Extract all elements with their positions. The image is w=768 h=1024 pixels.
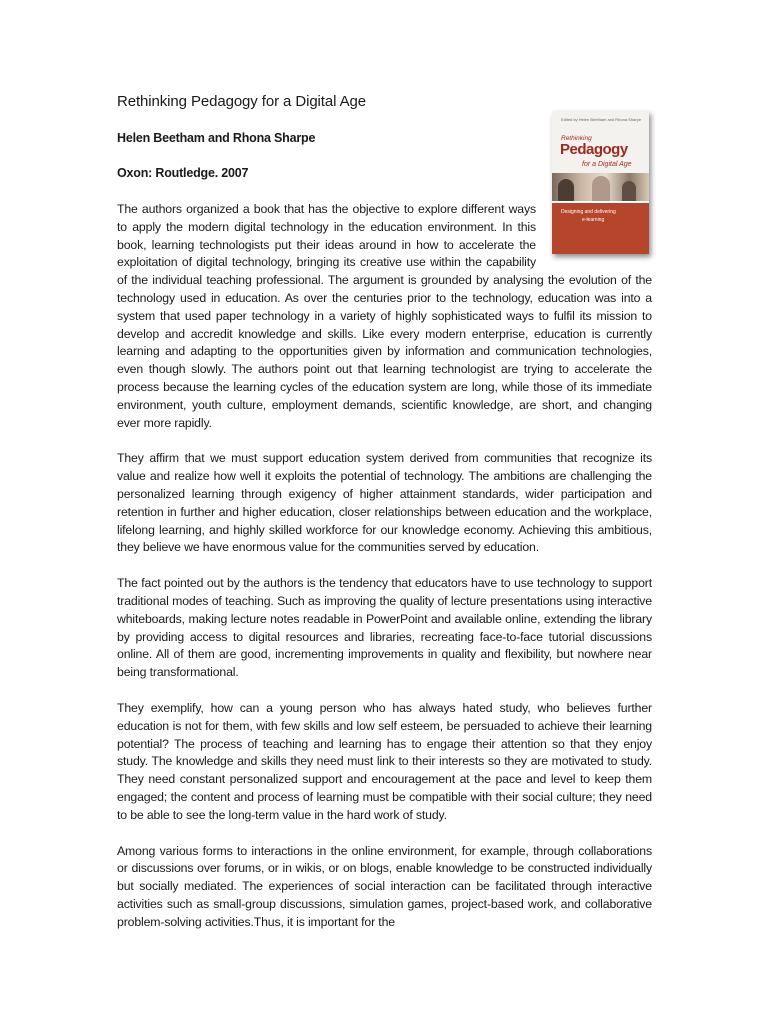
- document-title: Rethinking Pedagogy for a Digital Age: [117, 93, 366, 110]
- cover-subtitle-line2: e-learning: [582, 217, 605, 223]
- cover-title-line3: for a Digital Age: [582, 161, 632, 168]
- cover-photo-figure: [622, 181, 636, 203]
- cover-title-line1: Rethinking: [561, 135, 592, 142]
- document-authors: Helen Beetham and Rhona Sharpe: [117, 131, 316, 145]
- cover-photo: [552, 173, 649, 203]
- document-publisher: Oxon: Routledge. 2007: [117, 166, 249, 180]
- book-cover-container: [552, 111, 652, 258]
- paragraph: The authors organized a book that has the objective to explore different ways to apply the modern digital technology in the education environment. In this book, learning technologists put their ideas around in how to accelerate the exploitation of digital technology, bringing its creative use within the capability of the individual teaching professional. The argument is grounded by analysing the evolution of the technology used in education. As over the centuries prior to the technology, education was into a system that used paper technology in a variety of highly sophisticated ways to fulfil its mission to develop and accredit knowledge and skills. Like every modern enterprise, education is currently learning and adapting to the opportunities given by information and communication technologies, even though slowly. The authors point out that learning technologist are trying to accelerate the process because the learning cycles of the education system are long, while those of its immediate environment, youth culture, employment demands, scientific knowledge, are short, and changing ever more rapidly.: [117, 202, 652, 430]
- paragraph: They exemplify, how can a young person who has always hated study, who believes further education is not for them, with few skills and low self esteem, be persuaded to achieve their learning potential? The process of teaching and learning has to engage their attention so that they enjoy study. The knowledge and skills they need must link to their interests so they are motivated to study. They need constant personalized support and encouragement at the pace and level to keep them engaged; the content and process of learning must be compatible with their social culture; they need to be able to see the long-term value in the hard work of study.: [117, 700, 652, 822]
- paragraph: Among various forms to interactions in the online environment, for example, through collaborations or discussions over forums, or in wikis, or on blogs, enable knowledge to be constructed individually but socially mediated. The experiences of social interaction can be facilitated through interactive activities such as small-group discussions, simulation games, project-based work, and collaborative problem-solving activities.Thus, it is important for the: [117, 843, 652, 929]
- cover-editors: Edited by Helen Beetham and Rhona Sharpe: [561, 117, 642, 122]
- cover-photo-figure: [558, 179, 574, 203]
- book-cover-image: [552, 111, 649, 254]
- cover-subtitle-line1: Designing and delivering: [561, 209, 616, 215]
- cover-title-line2: Pedagogy: [560, 141, 628, 158]
- document-page: [117, 93, 652, 949]
- paragraph: The fact pointed out by the authors is the tendency that educators have to use technology to support traditional modes of teaching. Such as improving the quality of lecture presentations using interactive whiteboards, making lecture notes readable in PowerPoint and available online, extending the library by providing access to digital resources and libraries, recreating face-to-face tutorial discussions online. All of them are good, incrementing improvements in quality and flexibility, but nowhere near being transformational.: [117, 576, 652, 680]
- paragraph: They affirm that we must support education system derived from communities that recognize its value and realize how well it exploits the potential of technology. The ambitions are challenging the personalized learning through exigency of higher attainment standards, wider participation and retention in further and higher education, closer relationships between education and the workplace, lifelong learning, and highly skilled workforce for our knowledge economy. Achieving this ambitious, they believe we have enormous value for the communities served by education.: [117, 451, 652, 555]
- cover-photo-figure: [592, 176, 610, 203]
